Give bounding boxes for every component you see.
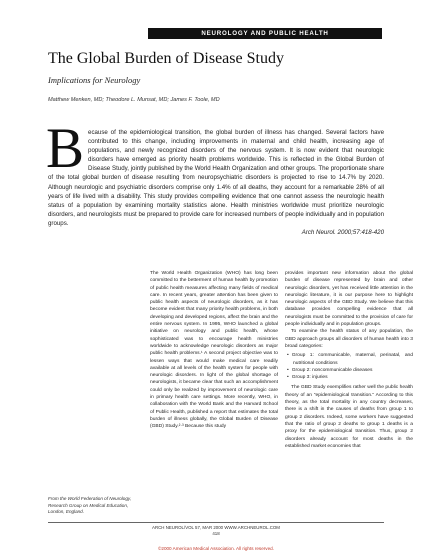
body-column-left <box>150 270 278 431</box>
body-paragraph: The GBD Study exemplifies rather well the public health theory of an “epidemiological transition.” According to this theory, as the total mortality in any country decreases, there is a shift in the causes of deaths from group 1 to group 2 disorders. Indeed, some workers have suggested that the ratio of group 2 deaths to group 1 deaths is a proxy for the epidemiological transition. Thus, group 2 disorders already account for most deaths in the established market economies that <box>285 385 413 449</box>
article-title: The Global Burden of Disease Study <box>48 50 284 67</box>
footer-divider <box>48 522 384 523</box>
body-column-right <box>285 270 413 450</box>
section-banner: NEUROLOGY AND PUBLIC HEALTH <box>148 28 382 39</box>
author-list: Matthew Menken, MD; Theodore L. Munsat, MD; James F. Toole, MD <box>48 97 220 103</box>
journal-footer: ARCH NEUROL/VOL 57, MAR 2000 WWW.ARCHNEUROL.COM <box>152 525 280 530</box>
abstract-text: ecause of the epidemiological transition, the global burden of illness has changed. Several factors have contributed to this change, including improvements in maternal and child health, increasing age of populations, and newly recognized disorders of the nervous system. It is now evident that neurologic disorders have emerged as priority health problems worldwide. This is reflected in the Global Burden of Disease Study, jointly published by the World Health Organization and other groups. The proportionate share of the total global burden of disease resulting from neuropsychiatric disorders is projected to rise to 14.7% by 2020. Although neurologic and psychiatric disorders comprise only 1.4% of all deaths, they account for a remarkable 28% of all years of life lived with a disability. This study provides compelling evidence that one cannot assess the neurologic health status of a population by examining mortality statistics alone. Health ministries worldwide must prioritize neurologic disorders, and neurologists must be prepared to provide care for increased numbers of people individually and in population groups. <box>48 129 384 227</box>
article-subtitle: Implications for Neurology <box>48 75 141 85</box>
category-list <box>285 352 413 381</box>
body-paragraph: provides important new information about the global burden of disease represented by brain and other neurologic disorders, yet has received little attention in the neurologic literature, it is our purpose here to highlight neurologic aspects of the GBD Study. We believe that this database provides compelling evidence that all neurologists must be committed to the provision of care for people individually and in population groups. <box>285 271 413 328</box>
journal-citation: Arch Neurol. 2000;57:418-420 <box>301 229 384 237</box>
author-affiliation: From the World Federation of Neurology, Research Group on Medical Education, London, England. <box>48 496 132 514</box>
body-paragraph: The World Health Organization (WHO) has long been committed to the betterment of human health by promotion of public health measures affecting many fields of medical care. In recent years, greater attention has been given to public health aspects of neurologic disorders, as it has become evident that many priority health problems, in both developing and developed regions, affect the brain and the entire nervous system. In 1995, WHO launched a global initiative on neurology and public health, whose sophisticated was to encourage health ministries worldwide to acknowledge neurologic disorders as major public health problems.¹ A second project objective was to lessen ways that would make medical care readily available at all levels of the health system for people with neurologic disorders. In light of the global shortage of neurologists, it became clear that such an accomplishment could only be realized by improvement of neurologic care in primary health care settings. More recently, WHO, in collaboration with the World Bank and the Harvard School of Public Health, published a report that estimates the total burden of illness globally, the Global Burden of Disease (GBD) Study.²·³ Because this study <box>150 271 278 430</box>
copyright-notice: ©2000 American Medical Association. All rights reserved. <box>158 546 274 551</box>
page-number: 418 <box>212 531 220 536</box>
list-item: • Group 1: communicable, maternal, perinatal, and nutritional conditions <box>285 352 413 367</box>
drop-cap: B <box>46 117 85 180</box>
body-paragraph: To examine the health status of any population, the GBD approach groups all disorders of human health into 3 broad categories: <box>285 329 413 349</box>
list-item: • Group 2: noncommunicable diseases <box>285 367 413 374</box>
list-item: • Group 3: injuries <box>285 374 413 381</box>
abstract <box>46 117 384 237</box>
